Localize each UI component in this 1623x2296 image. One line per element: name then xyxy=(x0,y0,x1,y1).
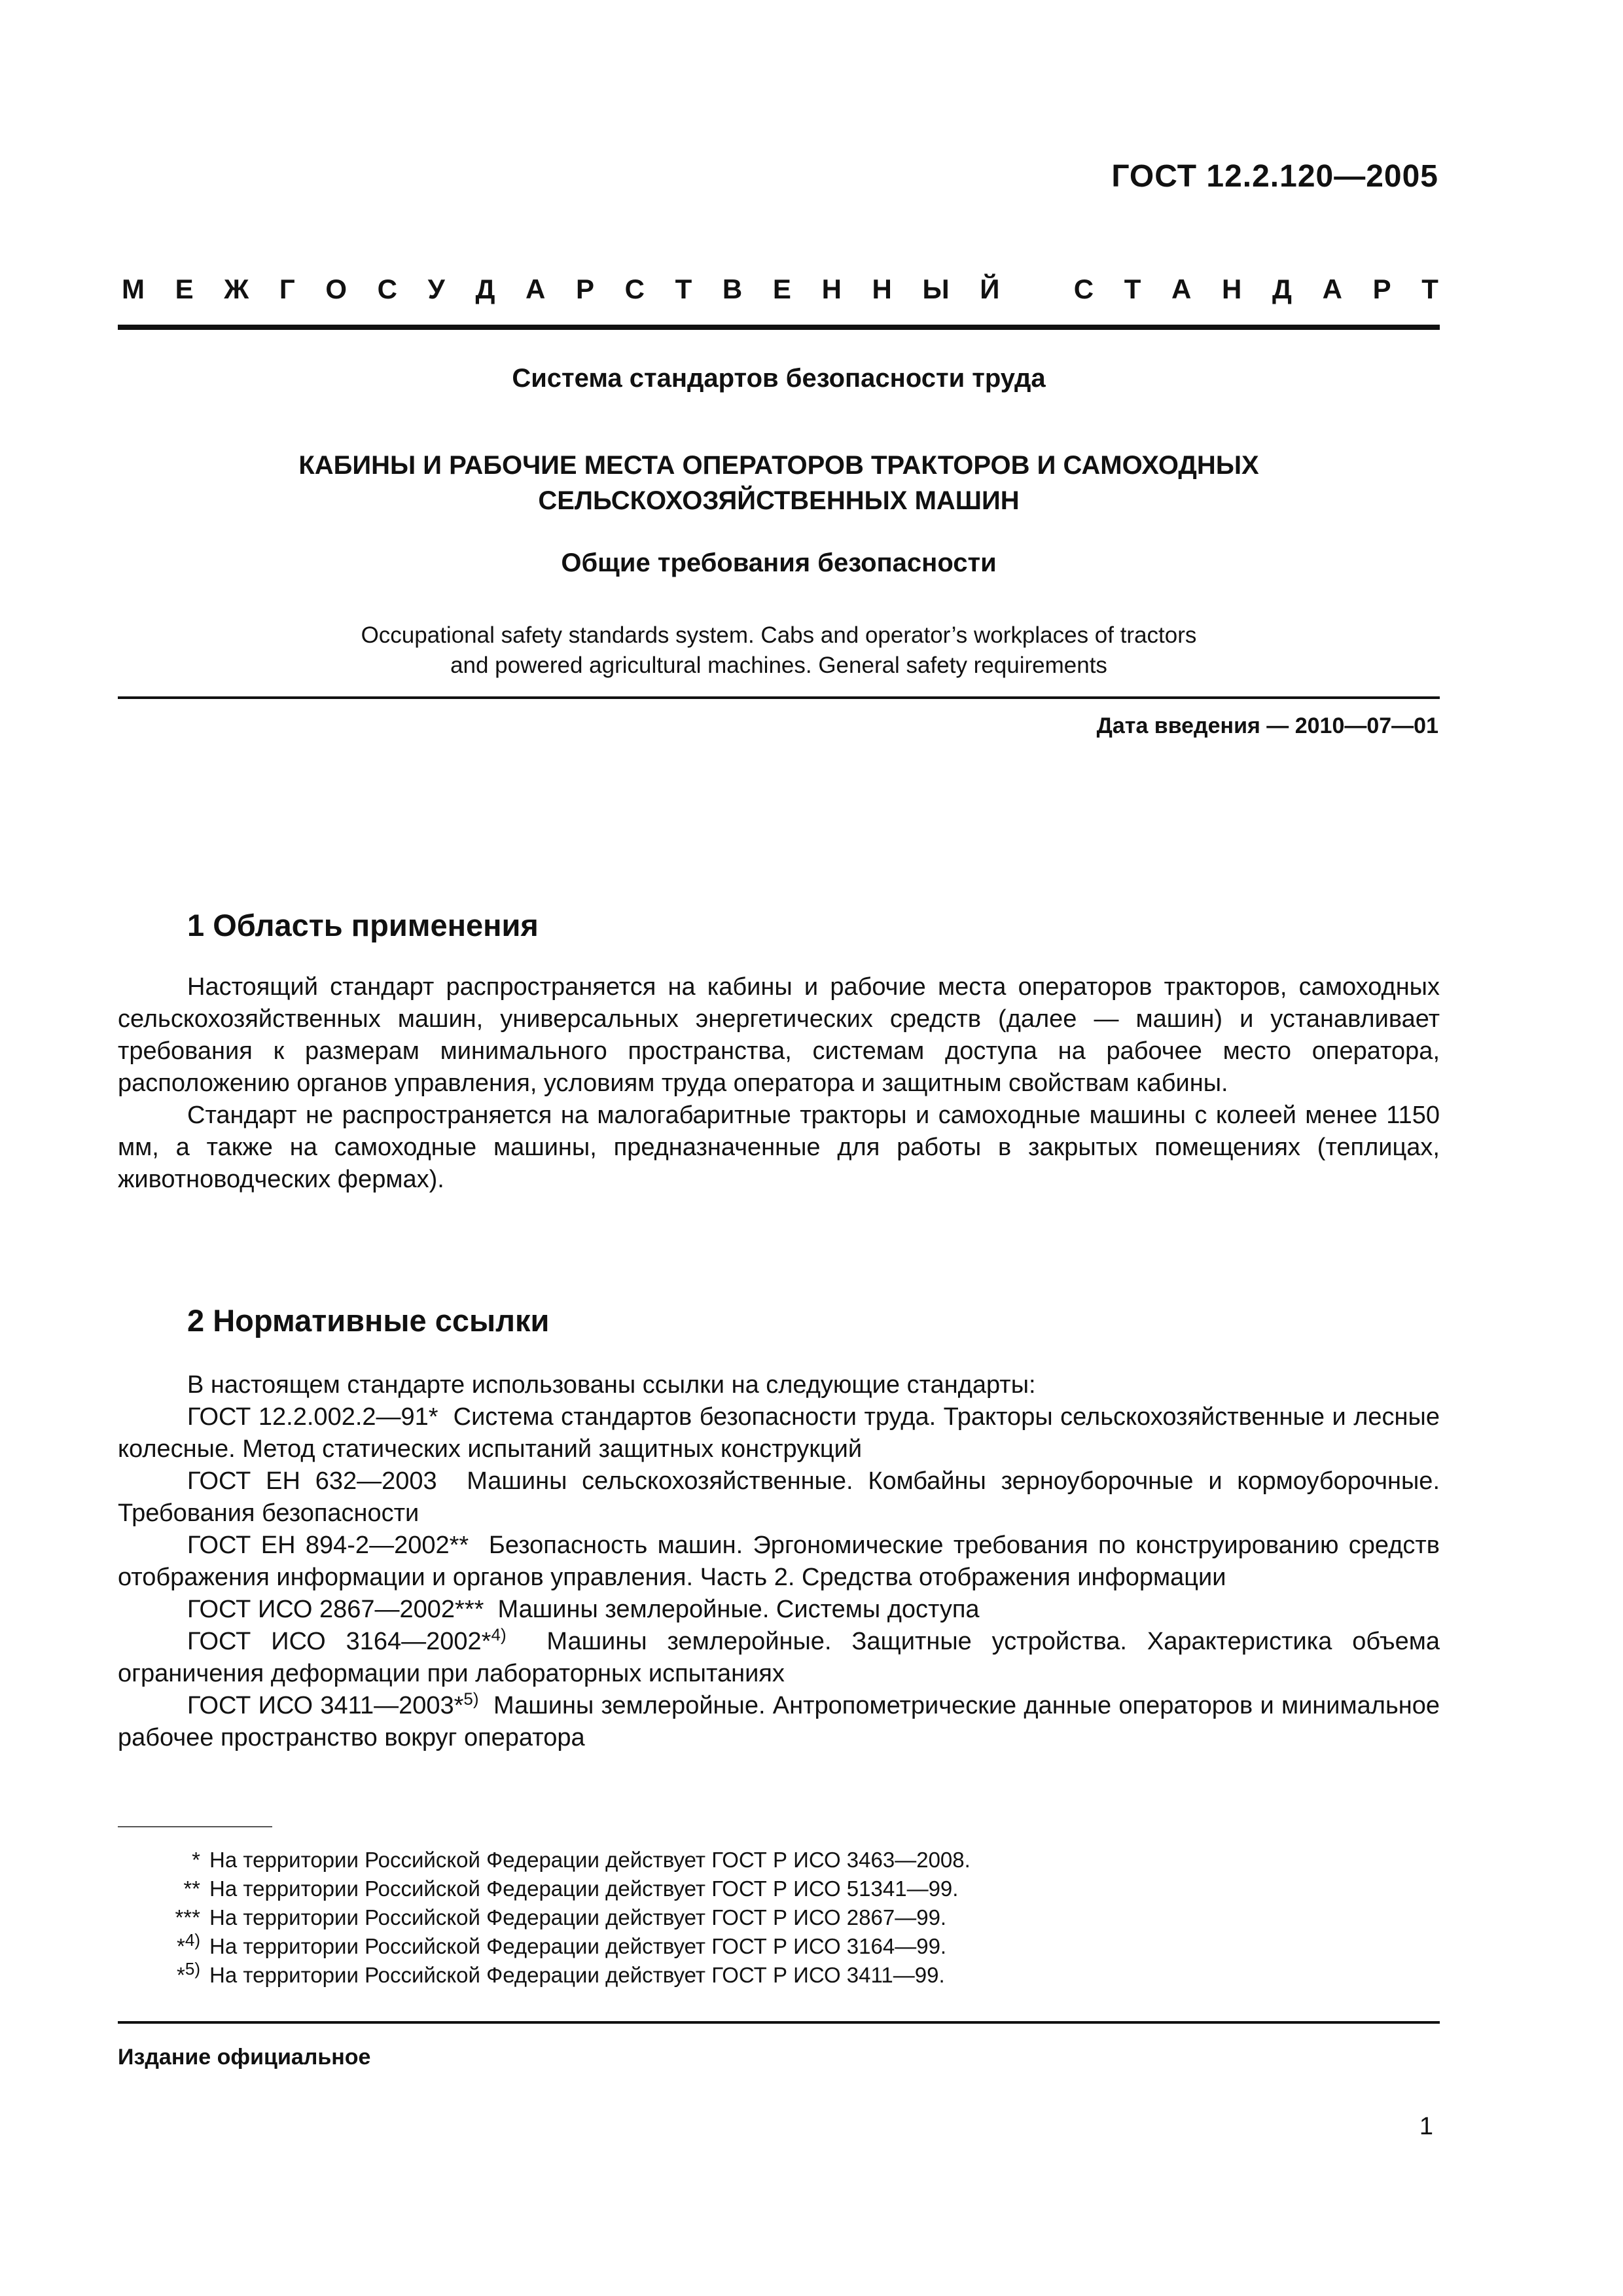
banner-letter: А xyxy=(526,274,546,304)
footnote xyxy=(118,1874,1296,1903)
banner-letter: Ы xyxy=(922,274,950,304)
reference-item xyxy=(118,1690,1440,1754)
banner-letter: С xyxy=(377,274,398,304)
footnote-text: На территории Российской Федерации действует ГОСТ Р ИСО 51341—99. xyxy=(209,1876,959,1901)
banner-letter: А xyxy=(1171,274,1192,304)
footnote-marker xyxy=(118,1932,209,1961)
reference-title: Машины землеройные. Защитные устройства. Характеристика объема ограничения деформации при лабораторных испытаниях xyxy=(118,1628,1440,1687)
reference-code: ГОСТ ИСО 3164—2002* xyxy=(187,1628,491,1655)
main-title xyxy=(118,448,1440,518)
banner-letter: В xyxy=(722,274,743,304)
footnote-marker xyxy=(118,1903,209,1932)
paragraph: Настоящий стандарт распространяется на кабины и рабочие места операторов тракторов, самоходных сельскохозяйственных машин, универсальных энергетических средств (далее — машин) и устанавливает требования к размерам минимального пространства, системам доступа на рабочее место оператора, расположению органов управления, условиям труда оператора и защитным свойствам кабины. xyxy=(118,973,1440,1097)
banner-letter: Г xyxy=(279,274,295,304)
section-2-heading: 2 Нормативные ссылки xyxy=(187,1303,550,1338)
paragraph: Стандарт не распространяется на малогабаритные тракторы и самоходные машины с колеей менее 1150 мм, а также на самоходные машины, предназначенные для работы в закрытых помещениях (теплицах, животноводческих фермах). xyxy=(118,1102,1440,1193)
banner-letter: Т xyxy=(1124,274,1141,304)
banner-letter: Ж xyxy=(224,274,249,304)
banner-letter: Е xyxy=(175,274,194,304)
footnote-marker xyxy=(118,1846,209,1874)
date-of-introduction: Дата введения — 2010—07—01 xyxy=(1096,713,1438,738)
system-title: Система стандартов безопасности труда xyxy=(512,364,1046,393)
footnote-marker-text: *** xyxy=(175,1905,200,1929)
banner-letter: Н xyxy=(1222,274,1242,304)
footnote xyxy=(118,1903,1296,1932)
banner-letter: Д xyxy=(1272,274,1292,304)
reference-item xyxy=(118,1530,1440,1594)
banner-letter: У xyxy=(427,274,445,304)
reference-item xyxy=(118,1594,1440,1626)
banner-letter: Р xyxy=(1372,274,1391,304)
banner-letter: С xyxy=(1073,274,1094,304)
reference-item xyxy=(118,1626,1440,1690)
reference-item xyxy=(118,1401,1440,1465)
english-title-line-2: and powered agricultural machines. General safety requirements xyxy=(450,653,1107,678)
banner-letter: С xyxy=(624,274,645,304)
footnote xyxy=(118,1846,1296,1874)
footnotes xyxy=(118,1846,1296,1990)
main-title-line-2: СЕЛЬСКОХОЗЯЙСТВЕННЫХ МАШИН xyxy=(538,486,1020,515)
footnote-marker-text: * xyxy=(177,1934,185,1958)
footnote-marker-text: ** xyxy=(183,1876,200,1901)
footnote xyxy=(118,1932,1296,1961)
reference-footnote-mark: 5) xyxy=(463,1689,479,1709)
paragraph: В настоящем стандарте использованы ссылки на следующие стандарты: xyxy=(187,1371,1036,1399)
section-1-body xyxy=(118,971,1440,1196)
english-title xyxy=(118,620,1440,681)
reference-code: ГОСТ ИСО 3411—2003* xyxy=(187,1692,464,1719)
reference-code: ГОСТ 12.2.002.2—91* xyxy=(187,1403,438,1431)
footnote-text: На территории Российской Федерации действует ГОСТ Р ИСО 2867—99. xyxy=(209,1905,947,1929)
footnote-text: На территории Российской Федерации действует ГОСТ Р ИСО 3463—2008. xyxy=(209,1848,971,1872)
banner-letter: Н xyxy=(872,274,892,304)
banner-letter: Д xyxy=(475,274,495,304)
banner-letter: М xyxy=(122,274,145,304)
reference-code: ГОСТ ИСО 2867—2002*** xyxy=(187,1596,484,1623)
reference-title: Система стандартов безопасности труда. Тракторы сельскохозяйственные и лесные колесные. Метод статических испытаний защитных конструкций xyxy=(118,1403,1440,1463)
section-1-heading: 1 Область применения xyxy=(187,908,539,942)
edition-label: Издание официальное xyxy=(118,2045,371,2070)
reference-item xyxy=(118,1465,1440,1530)
reference-code: ГОСТ ЕН 894-2—2002** xyxy=(187,1532,469,1559)
reference-title: Безопасность машин. Эргономические требования по конструированию средств отображения информации и органов управления. Часть 2. Средства отображения информации xyxy=(118,1532,1440,1591)
footnote-marker xyxy=(118,1961,209,1990)
english-title-line-1: Occupational safety standards system. Cabs and operator’s workplaces of tractors xyxy=(361,622,1197,648)
banner-letter: Й xyxy=(980,274,1000,304)
section-2-body xyxy=(118,1369,1440,1754)
gost-number: ГОСТ 12.2.120—2005 xyxy=(1111,159,1438,194)
references-list xyxy=(118,1401,1440,1754)
footnote-marker-text: * xyxy=(192,1848,200,1872)
banner-letter: Р xyxy=(575,274,594,304)
footnote-text: На территории Российской Федерации действует ГОСТ Р ИСО 3411—99. xyxy=(209,1963,945,1987)
page-number: 1 xyxy=(1419,2113,1433,2140)
banner-letter: Н xyxy=(821,274,842,304)
banner-letter: О xyxy=(325,274,348,304)
banner-letter: Е xyxy=(772,274,791,304)
footnote xyxy=(118,1961,1296,1990)
reference-title: Машины землеройные. Антропометрические данные операторов и минимальное рабочее пространство вокруг оператора xyxy=(118,1692,1440,1751)
footnote-separator xyxy=(118,1826,272,1827)
banner-letter: Т xyxy=(675,274,692,304)
reference-title: Машины сельскохозяйственные. Комбайны зерноуборочные и кормоуборочные. Требования безопасности xyxy=(118,1467,1440,1527)
title-rule xyxy=(118,696,1440,699)
header-rule xyxy=(118,325,1440,330)
main-title-line-1: КАБИНЫ И РАБОЧИЕ МЕСТА ОПЕРАТОРОВ ТРАКТОРОВ И САМОХОДНЫХ xyxy=(298,451,1259,480)
footnote-marker-sup: 5) xyxy=(185,1959,200,1979)
banner-letter: Т xyxy=(1421,274,1438,304)
reference-code: ГОСТ ЕН 632—2003 xyxy=(187,1467,437,1495)
reference-footnote-mark: 4) xyxy=(491,1624,507,1645)
footnote-marker-text: * xyxy=(177,1963,185,1987)
footnote-marker xyxy=(118,1874,209,1903)
interstate-standard-banner xyxy=(122,268,1438,310)
footnote-marker-sup: 4) xyxy=(185,1930,200,1950)
general-requirements-title: Общие требования безопасности xyxy=(561,548,997,577)
banner-letter: А xyxy=(1322,274,1342,304)
footnote-text: На территории Российской Федерации действует ГОСТ Р ИСО 3164—99. xyxy=(209,1934,947,1958)
footer-rule xyxy=(118,2021,1440,2024)
reference-title: Машины землеройные. Системы доступа xyxy=(497,1596,980,1623)
